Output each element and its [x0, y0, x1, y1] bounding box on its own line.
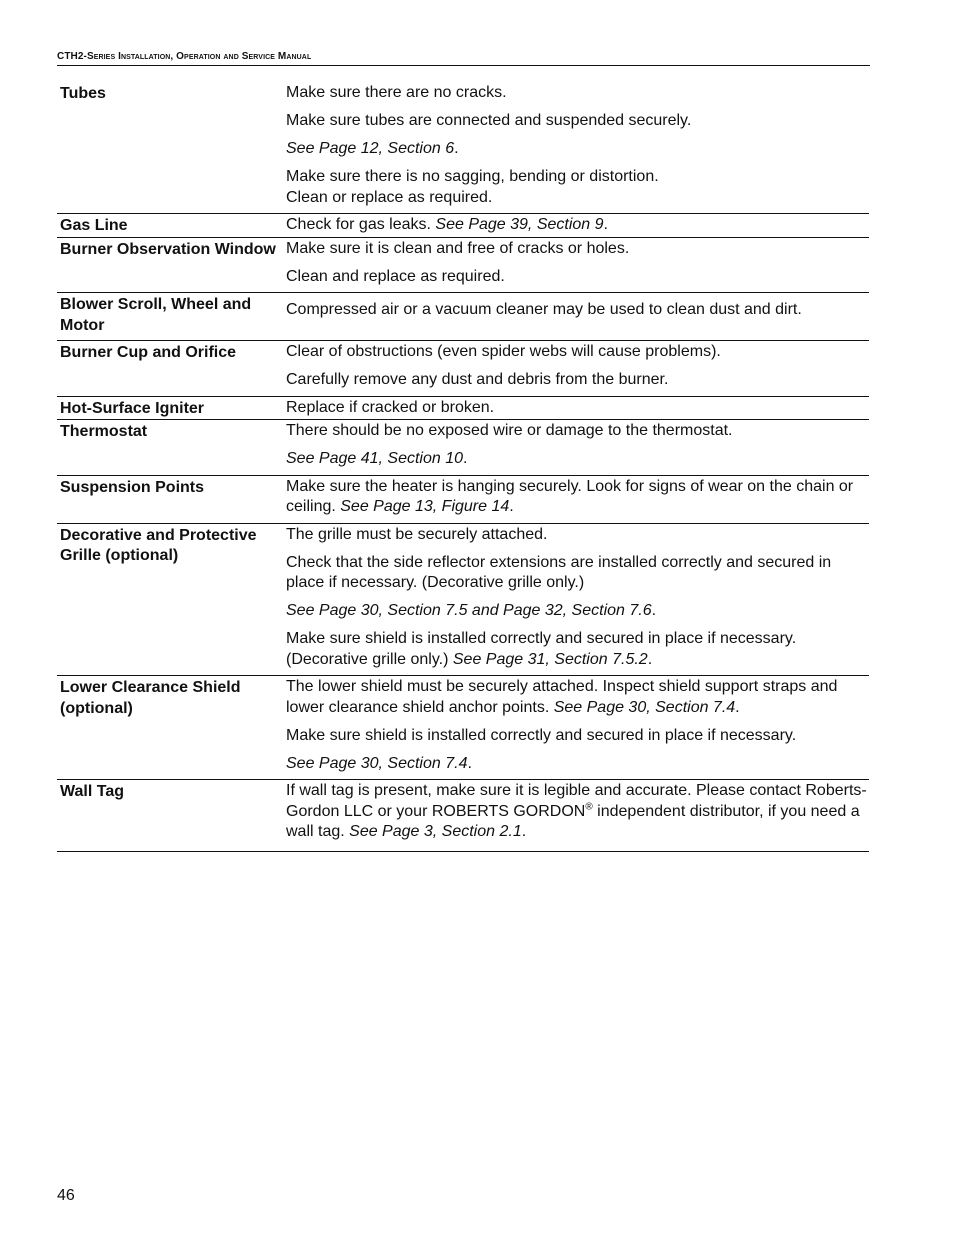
- content-text: Make sure tubes are connected and suspended securely.: [286, 112, 692, 129]
- table-row: [57, 341, 869, 397]
- table-row: [57, 676, 869, 780]
- content-paragraph: [286, 370, 869, 391]
- row-label: Blower Scroll, Wheel and Motor: [60, 296, 252, 334]
- content-paragraph: [286, 239, 869, 260]
- row-label: Burner Cup and Orifice: [60, 344, 237, 361]
- page-reference: See Page 13, Figure 14: [340, 498, 510, 515]
- content-text: Carefully remove any dust and debris from the burner.: [286, 371, 669, 388]
- row-label: Tubes: [60, 85, 106, 102]
- content-text: .: [735, 698, 740, 716]
- content-text: independent distributor, if you need a wall tag.: [286, 802, 860, 840]
- row-content: [283, 780, 869, 848]
- page-header: CTH2-Series Installation, Operation and Service Manual: [57, 51, 870, 66]
- content-paragraph: [286, 139, 869, 160]
- content-paragraph: [286, 342, 869, 363]
- page-reference: See Page 3, Section 2.1: [349, 823, 522, 840]
- content-text: Clear of obstructions (even spider webs will cause problems).: [286, 343, 721, 360]
- content-text: Make sure shield is installed correctly and secured in place if necessary. (Decorative grille only.): [286, 630, 797, 668]
- content-text: Make sure the heater is hanging securely. Look for signs of wear on the chain or ceiling.: [286, 477, 854, 515]
- content-paragraph: [286, 267, 869, 288]
- content-text: .: [603, 216, 608, 233]
- content-text: Compressed air or a vacuum cleaner may be used to clean dust and dirt.: [286, 301, 802, 318]
- row-label: Thermostat: [60, 423, 148, 440]
- table-row: [57, 82, 869, 214]
- content-text: Check that the side reflector extensions are installed correctly and secured in place if necessary. (Decorative grille only.): [286, 553, 832, 591]
- content-paragraph: [286, 754, 869, 775]
- content-paragraph: [286, 781, 869, 843]
- content-text: Make sure shield is installed correctly and secured in place if necessary.: [286, 726, 797, 744]
- content-paragraph: [286, 300, 869, 321]
- content-text: There should be no exposed wire or damage to the thermostat.: [286, 422, 733, 439]
- content-text: .: [454, 140, 459, 157]
- row-content: [283, 397, 869, 420]
- row-content: [283, 341, 869, 396]
- row-content: [283, 420, 869, 475]
- content-text: The grille must be securely attached.: [286, 525, 548, 543]
- content-text: .: [651, 602, 657, 619]
- content-text: .: [467, 754, 472, 772]
- row-label: Lower Clearance Shield (optional): [60, 679, 241, 717]
- content-text: Make sure there are no cracks.: [286, 84, 507, 101]
- content-paragraph: [286, 421, 869, 442]
- content-text: Clean or replace as required.: [286, 188, 493, 206]
- maintenance-table: [57, 82, 869, 852]
- page-reference: See Page 12, Section 6: [286, 140, 455, 157]
- content-paragraph: [286, 726, 869, 747]
- table-row: [57, 476, 869, 524]
- row-content: [283, 82, 869, 213]
- page-reference: See Page 30, Section 7.5 and Page 32, Section 7.6: [286, 602, 652, 619]
- content-text: Make sure it is clean and free of cracks or holes.: [286, 239, 630, 257]
- row-content: [283, 214, 869, 237]
- content-text: The lower shield must be securely attached. Inspect shield support straps and lower clearance shield anchor points.: [286, 678, 838, 716]
- content-paragraph: [286, 215, 869, 236]
- content-text: Check for gas leaks.: [286, 216, 436, 233]
- content-text: .: [509, 498, 514, 515]
- content-text: Make sure there is no sagging, bending or distortion.: [286, 168, 659, 185]
- content-paragraph: [286, 601, 869, 622]
- content-text: .: [521, 823, 527, 840]
- table-row: [57, 397, 869, 421]
- content-paragraph: [286, 83, 869, 104]
- content-paragraph: [286, 553, 869, 594]
- content-paragraph: [286, 677, 869, 718]
- page-reference: See Page 39, Section 9: [435, 216, 604, 233]
- content-paragraph: [286, 111, 869, 132]
- page-reference: See Page 41, Section 10: [286, 450, 464, 467]
- table-row: [57, 780, 869, 852]
- registered-mark: ®: [585, 801, 593, 813]
- content-paragraph: [286, 398, 869, 419]
- table-row: [57, 420, 869, 476]
- row-content: [283, 238, 869, 293]
- row-label: Wall Tag: [60, 783, 124, 800]
- content-paragraph: [286, 477, 869, 518]
- row-content: [283, 293, 869, 340]
- row-label: Decorative and Protective Grille (optional): [60, 526, 257, 564]
- row-label: Hot-Surface Igniter: [60, 399, 205, 417]
- content-paragraph: [286, 167, 869, 208]
- page-reference: See Page 30, Section 7.4: [286, 754, 468, 772]
- row-content: [283, 524, 869, 676]
- content-paragraph: [286, 449, 869, 470]
- content-paragraph: [286, 629, 869, 670]
- row-label: Suspension Points: [60, 478, 205, 496]
- row-content: [283, 476, 869, 523]
- row-label: Burner Observation Window: [60, 240, 276, 258]
- content-text: If wall tag is present, make sure it is legible and accurate. Please contact Roberts-Gordon LLC or your ROBERTS GORDON: [286, 782, 867, 820]
- content-text: Replace if cracked or broken.: [286, 398, 495, 416]
- page-reference: See Page 31, Section 7.5.2: [452, 650, 648, 668]
- table-row: [57, 293, 869, 341]
- page-reference: See Page 30, Section 7.4: [553, 698, 736, 716]
- content-text: Clean and replace as required.: [286, 267, 505, 285]
- table-row: [57, 524, 869, 677]
- content-text: .: [463, 450, 468, 467]
- table-row: [57, 214, 869, 238]
- content-paragraph: [286, 525, 869, 546]
- table-row: [57, 238, 869, 294]
- content-text: .: [647, 650, 653, 668]
- page-number: 46: [57, 1187, 75, 1204]
- row-label: Gas Line: [60, 217, 128, 234]
- row-content: [283, 676, 869, 779]
